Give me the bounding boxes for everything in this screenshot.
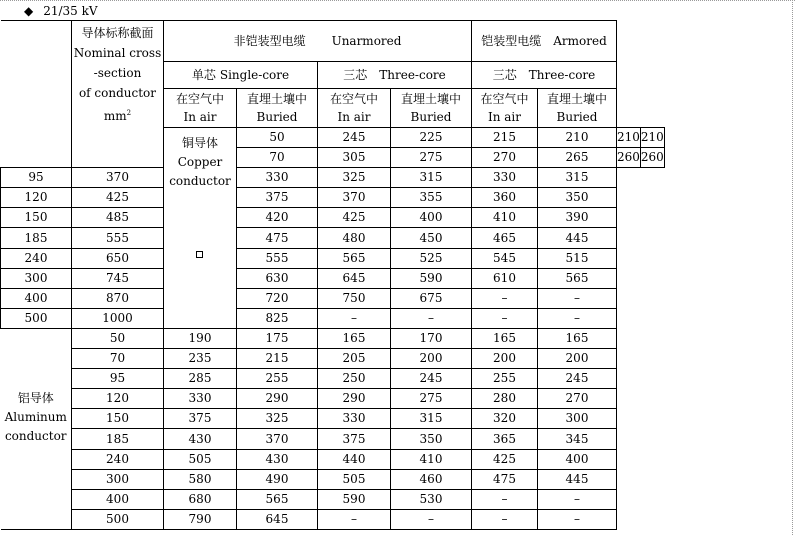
cell-three-core-buried: 315 <box>391 168 472 188</box>
cell-armored-in-air: 320 <box>472 409 538 429</box>
armored-header <box>472 21 617 62</box>
cell-single-core-buried: 490 <box>237 469 318 489</box>
cell-three-core-buried: 265 <box>538 148 617 168</box>
cell-armored-in-air: 475 <box>472 469 538 489</box>
cell-single-core-in-air: 425 <box>72 188 164 208</box>
nominal-section-en-1: Nominal cross <box>73 46 162 60</box>
cell-single-core-buried: 430 <box>237 449 318 469</box>
cell-single-core-in-air: 485 <box>72 208 164 228</box>
cell-armored-buried: 210 <box>640 128 664 148</box>
in-air-cn-3: 在空气中 <box>480 92 529 106</box>
cell-armored-buried: 245 <box>538 369 617 389</box>
cell-single-core-buried: 290 <box>237 389 318 409</box>
cell-section: 50 <box>72 329 164 349</box>
cell-three-core-in-air: 370 <box>318 188 391 208</box>
cell-armored-buried: 300 <box>538 409 617 429</box>
cell-three-core-in-air: 165 <box>318 329 391 349</box>
cell-three-core-buried: 200 <box>391 349 472 369</box>
in-air-cn-2: 在空气中 <box>329 92 378 106</box>
unarmored-cn: 非铠装型电缆 <box>233 33 306 48</box>
cell-armored-buried: – <box>538 509 617 529</box>
corner-cell <box>1 21 72 168</box>
cell-three-core-buried: 530 <box>391 489 472 509</box>
armored-en: Armored <box>553 33 607 48</box>
buried-en-1: Buried <box>256 110 298 124</box>
diamond-bullet-icon: ◆ <box>24 4 34 18</box>
cell-armored-in-air: – <box>472 288 538 308</box>
cell-section: 185 <box>1 228 72 248</box>
cell-three-core-in-air: 330 <box>318 409 391 429</box>
buried-header-2 <box>391 89 472 128</box>
cell-armored-buried: 165 <box>538 329 617 349</box>
cell-armored-buried: 260 <box>640 148 664 168</box>
cell-single-core-buried: 825 <box>237 308 318 328</box>
three-core-en-armored: Three-core <box>528 67 596 82</box>
cell-armored-buried: – <box>538 308 617 328</box>
table-row <box>1 268 665 288</box>
in-air-header-3 <box>472 89 538 128</box>
table-row <box>1 168 665 188</box>
cell-armored-buried: 445 <box>538 228 617 248</box>
nominal-section-header <box>72 21 164 168</box>
cell-single-core-in-air: 285 <box>164 369 237 389</box>
cell-armored-in-air: 255 <box>472 369 538 389</box>
table-row <box>1 409 665 429</box>
in-air-header-1 <box>164 89 237 128</box>
cell-section: 300 <box>72 469 164 489</box>
cell-armored-buried: 400 <box>538 449 617 469</box>
unarmored-header <box>164 21 472 62</box>
cell-three-core-in-air: 505 <box>318 469 391 489</box>
cell-three-core-in-air: 750 <box>318 288 391 308</box>
table-row <box>1 449 665 469</box>
buried-cn-3: 直埋土壤中 <box>546 92 607 106</box>
cell-three-core-in-air: 290 <box>318 389 391 409</box>
cell-three-core-in-air: 325 <box>318 168 391 188</box>
cell-armored-in-air: 465 <box>472 228 538 248</box>
cell-three-core-buried: 315 <box>391 409 472 429</box>
cell-three-core-buried: 275 <box>391 389 472 409</box>
cell-three-core-buried: 210 <box>538 128 617 148</box>
in-air-cn-1: 在空气中 <box>175 92 224 106</box>
cell-single-core-buried: 375 <box>237 188 318 208</box>
cell-three-core-in-air: 565 <box>318 248 391 268</box>
cell-single-core-in-air: 790 <box>164 509 237 529</box>
conductor-group-label <box>1 329 72 530</box>
unarmored-en: Unarmored <box>331 33 402 48</box>
cell-armored-in-air: 330 <box>472 168 538 188</box>
cell-armored-buried: 445 <box>538 469 617 489</box>
cell-single-core-in-air: 650 <box>72 248 164 268</box>
cell-single-core-buried: 565 <box>237 489 318 509</box>
cell-three-core-buried: 460 <box>391 469 472 489</box>
cell-armored-in-air: 610 <box>472 268 538 288</box>
cell-section: 240 <box>1 248 72 268</box>
table-row <box>1 429 665 449</box>
cell-section: 185 <box>72 429 164 449</box>
cell-armored-buried: – <box>538 489 617 509</box>
buried-en-2: Buried <box>410 110 452 124</box>
cell-armored-in-air: – <box>472 308 538 328</box>
cell-single-core-in-air: 235 <box>164 349 237 369</box>
conductor-label-cn: 铝导体 <box>17 391 54 405</box>
cell-three-core-in-air: 250 <box>318 369 391 389</box>
cell-single-core-buried: 325 <box>237 409 318 429</box>
cell-three-core-buried: 170 <box>391 329 472 349</box>
cell-three-core-in-air: 270 <box>472 148 538 168</box>
small-square-icon <box>196 251 203 258</box>
cell-three-core-in-air: 590 <box>318 489 391 509</box>
cell-single-core-buried: 720 <box>237 288 318 308</box>
cell-section: 70 <box>237 148 318 168</box>
page-right-border <box>792 0 794 535</box>
cell-armored-in-air: 410 <box>472 208 538 228</box>
buried-header-1 <box>237 89 318 128</box>
cell-three-core-in-air: 375 <box>318 429 391 449</box>
cell-single-core-buried: 225 <box>391 128 472 148</box>
cell-section: 150 <box>72 409 164 429</box>
cell-three-core-in-air: 645 <box>318 268 391 288</box>
cell-single-core-in-air: 745 <box>72 268 164 288</box>
cell-single-core-in-air: 870 <box>72 288 164 308</box>
cell-single-core-buried: 645 <box>237 509 318 529</box>
buried-cn-1: 直埋土壤中 <box>246 92 307 106</box>
buried-cn-2: 直埋土壤中 <box>400 92 461 106</box>
cell-section: 400 <box>1 288 72 308</box>
cell-three-core-in-air: – <box>318 509 391 529</box>
table-row <box>1 208 665 228</box>
cell-armored-in-air: – <box>472 489 538 509</box>
in-air-header-2 <box>318 89 391 128</box>
table-row <box>1 469 665 489</box>
unit-superscript: 2 <box>126 109 132 117</box>
cell-armored-in-air: 280 <box>472 389 538 409</box>
three-core-cn-unarmored: 三芯 <box>343 67 368 82</box>
cell-three-core-buried: 400 <box>391 208 472 228</box>
cell-section: 150 <box>1 208 72 228</box>
cell-section: 70 <box>72 349 164 369</box>
three-core-en-unarmored: Three-core <box>379 67 446 82</box>
table-row <box>1 228 665 248</box>
ampacity-table <box>0 20 665 530</box>
cell-single-core-in-air: 370 <box>72 168 164 188</box>
cell-armored-in-air: 165 <box>472 329 538 349</box>
voltage-heading <box>24 3 98 19</box>
cell-three-core-buried: 245 <box>391 369 472 389</box>
table-row <box>1 349 665 369</box>
cell-armored-in-air: 545 <box>472 248 538 268</box>
buried-en-3: Buried <box>556 110 598 124</box>
table-row <box>1 389 665 409</box>
cell-single-core-in-air: 375 <box>164 409 237 429</box>
single-core-cn: 单芯 <box>191 67 216 82</box>
table-row <box>1 308 665 328</box>
cell-three-core-in-air: – <box>318 308 391 328</box>
in-air-en-1: In air <box>183 110 217 124</box>
cell-armored-in-air: 425 <box>472 449 538 469</box>
cell-three-core-in-air: 425 <box>318 208 391 228</box>
cell-three-core-in-air: 205 <box>318 349 391 369</box>
in-air-en-2: In air <box>337 110 371 124</box>
cell-armored-buried: 345 <box>538 429 617 449</box>
nominal-section-en-3: of conductor <box>78 86 157 100</box>
cell-single-core-buried: 175 <box>237 329 318 349</box>
three-core-header-unarmored <box>318 62 472 89</box>
conductor-label-en: Aluminum <box>4 410 67 424</box>
cell-single-core-in-air: 430 <box>164 429 237 449</box>
cell-section: 300 <box>1 268 72 288</box>
cell-three-core-buried: 675 <box>391 288 472 308</box>
cell-armored-buried: 565 <box>538 268 617 288</box>
buried-header-3 <box>538 89 617 128</box>
cell-armored-in-air: 200 <box>472 349 538 369</box>
page-top-border <box>0 0 795 2</box>
cell-single-core-in-air: 1000 <box>72 308 164 328</box>
armored-cn: 铠装型电缆 <box>481 33 542 48</box>
cell-single-core-in-air: 305 <box>318 148 391 168</box>
cell-single-core-buried: 215 <box>237 349 318 369</box>
table-row <box>1 329 665 349</box>
cell-three-core-buried: 450 <box>391 228 472 248</box>
cell-single-core-buried: 420 <box>237 208 318 228</box>
cell-section: 120 <box>72 389 164 409</box>
cell-single-core-in-air: 245 <box>318 128 391 148</box>
cell-single-core-buried: 370 <box>237 429 318 449</box>
cell-armored-buried: 200 <box>538 349 617 369</box>
cell-section: 95 <box>1 168 72 188</box>
cell-single-core-in-air: 680 <box>164 489 237 509</box>
conductor-label-en-2: conductor <box>4 429 67 443</box>
cell-three-core-buried: – <box>391 509 472 529</box>
cell-three-core-buried: 410 <box>391 449 472 469</box>
table-row <box>1 489 665 509</box>
cell-single-core-in-air: 505 <box>164 449 237 469</box>
three-core-header-armored <box>472 62 617 89</box>
cell-section: 500 <box>72 509 164 529</box>
table-row <box>1 188 665 208</box>
cell-section: 500 <box>1 308 72 328</box>
nominal-section-en-2: -section <box>93 66 142 80</box>
cell-single-core-in-air: 330 <box>164 389 237 409</box>
cell-section: 400 <box>72 489 164 509</box>
in-air-en-3: In air <box>487 110 521 124</box>
cell-armored-buried: 515 <box>538 248 617 268</box>
cell-three-core-in-air: 440 <box>318 449 391 469</box>
cell-section: 120 <box>1 188 72 208</box>
cell-section: 50 <box>237 128 318 148</box>
cell-three-core-buried: 590 <box>391 268 472 288</box>
cell-single-core-buried: 330 <box>237 168 318 188</box>
cell-armored-buried: – <box>538 288 617 308</box>
conductor-label-en-2: conductor <box>169 174 231 188</box>
cell-single-core-buried: 275 <box>391 148 472 168</box>
nominal-section-unit: mm <box>103 109 127 123</box>
table-row <box>1 248 665 268</box>
cell-single-core-buried: 630 <box>237 268 318 288</box>
cell-single-core-in-air: 555 <box>72 228 164 248</box>
cell-armored-buried: 390 <box>538 208 617 228</box>
single-core-en: Single-core <box>219 67 290 82</box>
cell-three-core-in-air: 215 <box>472 128 538 148</box>
cell-single-core-in-air: 190 <box>164 329 237 349</box>
voltage-label: 21/35 kV <box>43 4 98 18</box>
cell-single-core-buried: 555 <box>237 248 318 268</box>
nominal-section-cn: 导体标称截面 <box>81 26 154 40</box>
cell-armored-buried: 270 <box>538 389 617 409</box>
cell-single-core-buried: 255 <box>237 369 318 389</box>
cell-three-core-buried: – <box>391 308 472 328</box>
cell-armored-in-air: 210 <box>617 128 641 148</box>
cell-armored-in-air: 360 <box>472 188 538 208</box>
cell-three-core-in-air: 480 <box>318 228 391 248</box>
cell-single-core-in-air: 580 <box>164 469 237 489</box>
table-row <box>1 288 665 308</box>
cell-armored-buried: 350 <box>538 188 617 208</box>
cell-armored-buried: 315 <box>538 168 617 188</box>
conductor-group-label <box>164 128 237 329</box>
three-core-cn-armored: 三芯 <box>492 67 517 82</box>
cell-three-core-buried: 355 <box>391 188 472 208</box>
conductor-label-cn: 铜导体 <box>181 136 218 150</box>
cell-single-core-buried: 475 <box>237 228 318 248</box>
single-core-header <box>164 62 318 89</box>
cell-armored-in-air: – <box>472 509 538 529</box>
cell-section: 240 <box>72 449 164 469</box>
conductor-label-en: Copper <box>177 155 223 169</box>
cell-armored-in-air: 365 <box>472 429 538 449</box>
cell-three-core-buried: 525 <box>391 248 472 268</box>
table-row <box>1 509 665 529</box>
cell-section: 95 <box>72 369 164 389</box>
cell-armored-in-air: 260 <box>617 148 641 168</box>
cell-three-core-buried: 350 <box>391 429 472 449</box>
table-row <box>1 369 665 389</box>
